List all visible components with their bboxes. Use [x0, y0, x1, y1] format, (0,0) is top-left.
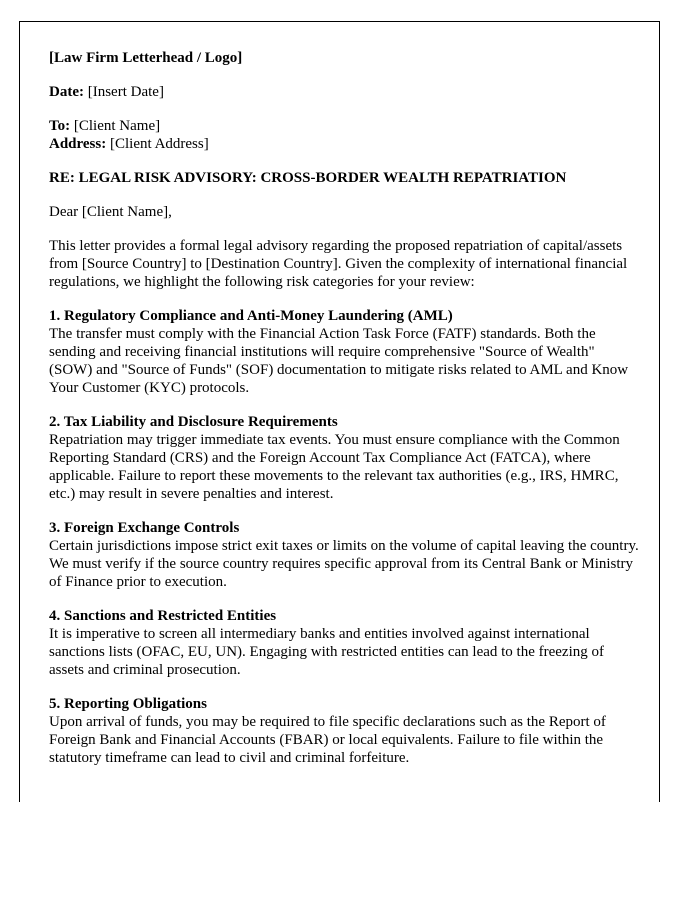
salutation: Dear [Client Name], [49, 204, 172, 220]
section-title: 3. Foreign Exchange Controls [49, 520, 240, 536]
address-label: Address: [49, 136, 107, 152]
section-4 [49, 607, 639, 679]
date-line [49, 83, 639, 101]
date-label: Date: [49, 84, 84, 100]
section-title: 4. Sanctions and Restricted Entities [49, 608, 277, 624]
letter-content [49, 49, 639, 767]
to-line [49, 117, 639, 135]
section-title: 5. Reporting Obligations [49, 696, 207, 712]
to-label: To: [49, 118, 71, 134]
section-body: The transfer must comply with the Financial Action Task Force (FATF) standards. Both the sending and receiving financial institutions will require comprehensive "Source of Wealth" (SOW) and "Source of Funds" (SOF) documentation to mitigate risks related to AML and Know Your Customer (KYC) protocols. [49, 326, 629, 396]
section-5 [49, 695, 639, 767]
address-line [49, 135, 639, 153]
section-title: 2. Tax Liability and Disclosure Requirements [49, 414, 338, 430]
section-3 [49, 519, 639, 591]
intro-paragraph: This letter provides a formal legal advisory regarding the proposed repatriation of capital/assets from [Source Country] to [Destination Country]. Given the complexity of international financial regulations, we highlight the following risk categories for your review: [49, 238, 628, 290]
section-body: Repatriation may trigger immediate tax events. You must ensure compliance with the Common Reporting Standard (CRS) and the Foreign Account Tax Compliance Act (FATCA), where applicable. Failure to report these movements to the relevant tax authorities (e.g., IRS, HMRC, etc.) may result in severe penalties and interest. [49, 432, 620, 502]
address-value: [Client Address] [109, 136, 209, 152]
section-title: 1. Regulatory Compliance and Anti-Money Laundering (AML) [49, 308, 453, 324]
section-2 [49, 413, 639, 503]
section-body: Upon arrival of funds, you may be required to file specific declarations such as the Report of Foreign Bank and Financial Accounts (FBAR) or local equivalents. Failure to file within the statutory timeframe can lead to civil and criminal forfeiture. [49, 714, 606, 766]
to-value: [Client Name] [73, 118, 161, 134]
letter-page [19, 21, 660, 802]
letterhead: [Law Firm Letterhead / Logo] [49, 50, 243, 66]
subject-line: RE: LEGAL RISK ADVISORY: CROSS-BORDER WEALTH REPATRIATION [49, 170, 567, 186]
section-body: Certain jurisdictions impose strict exit taxes or limits on the volume of capital leaving the country. We must verify if the source country requires specific approval from its Central Bank or Ministry of Finance prior to execution. [49, 538, 639, 590]
date-value: [Insert Date] [87, 84, 164, 100]
section-body: It is imperative to screen all intermediary banks and entities involved against international sanctions lists (OFAC, EU, UN). Engaging with restricted entities can lead to the freezing of assets and criminal prosecution. [49, 626, 604, 678]
section-1 [49, 307, 639, 397]
